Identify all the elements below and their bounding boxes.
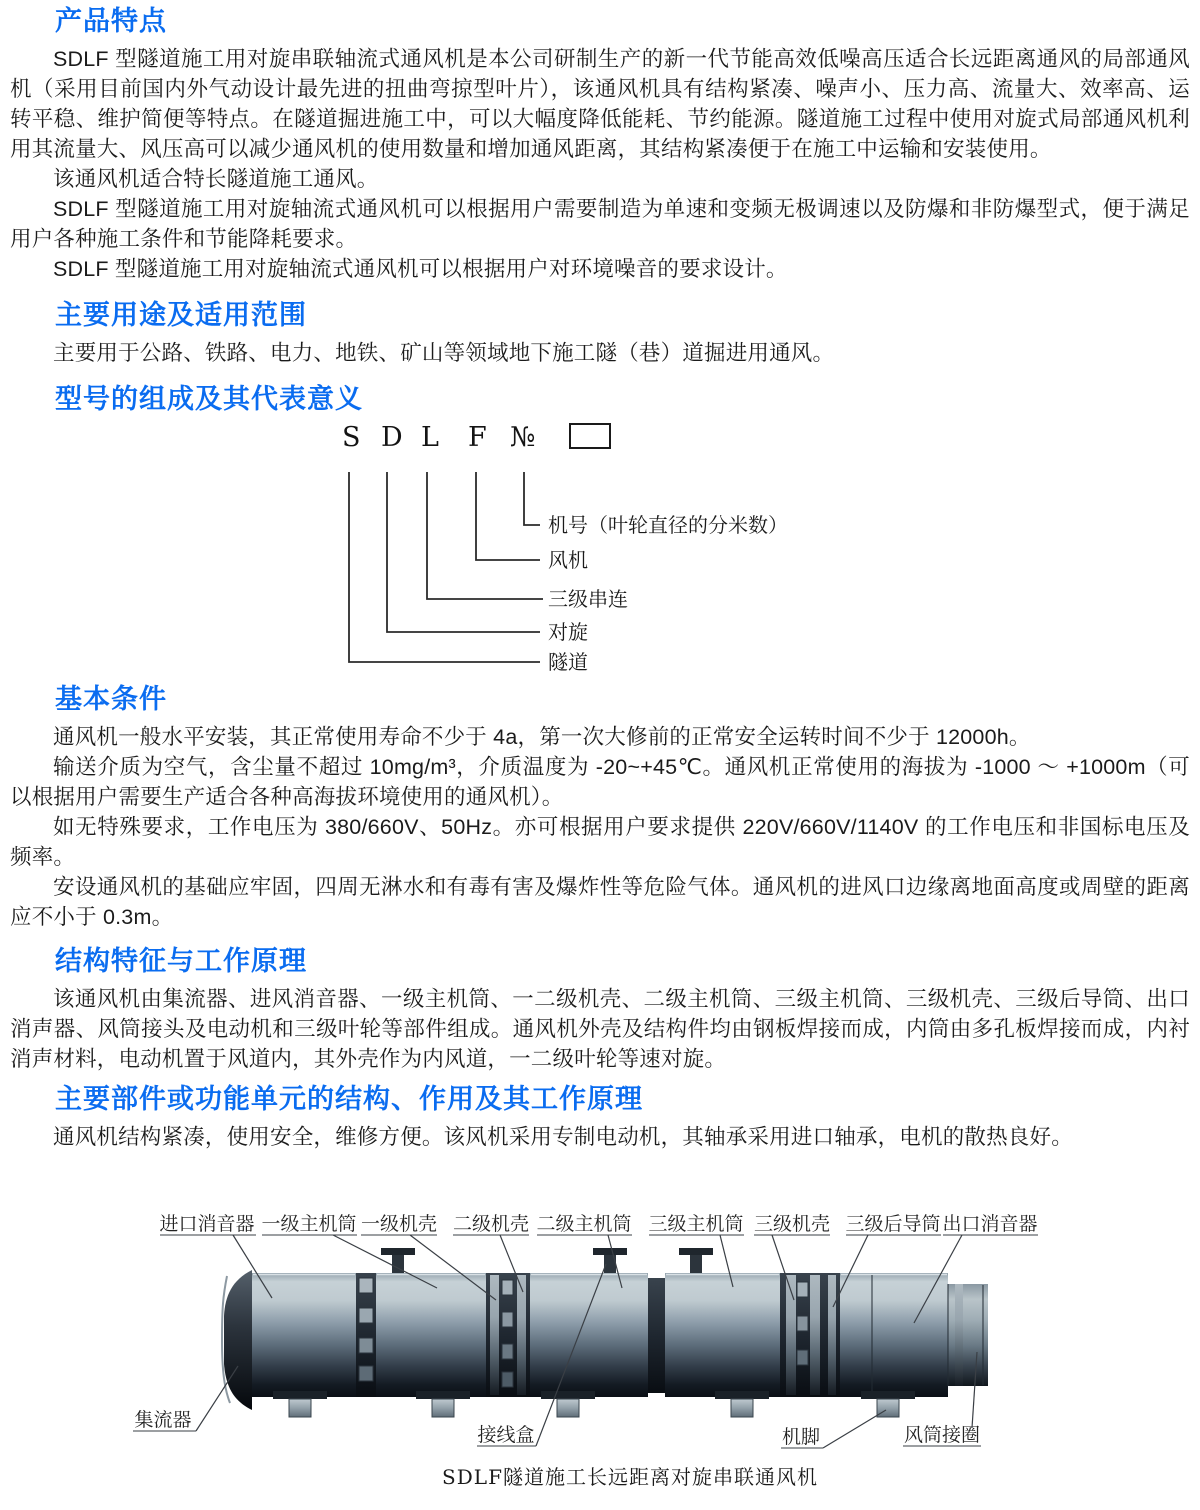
fan-diagram-caption: SDLF隧道施工长远距离对旋串联通风机: [442, 1465, 818, 1489]
branch-line-s: [349, 472, 540, 662]
label-machine-foot: 机脚: [781, 1426, 821, 1448]
fan-body: [222, 1248, 988, 1417]
heading-model-composition: 型号的组成及其代表意义: [55, 384, 363, 414]
label-stage3-rear-guide: 三级后导筒: [845, 1213, 941, 1235]
branch-label-three-stage-series: 三级串连: [548, 587, 628, 611]
label-stage1-casing: 一级机壳: [360, 1213, 438, 1235]
model-number-box: [570, 424, 610, 448]
segment-stage1-barrel: [376, 1273, 486, 1397]
paragraph: 安设通风机的基础应牢固，四周无淋水和有毒有害及爆炸性等危险气体。通风机的进风口边缘离地面高度或周壁的距离应不小于 0.3m。: [10, 875, 1190, 929]
model-composition-diagram: [0, 422, 1200, 672]
heading-structure-principle: 结构特征与工作原理: [55, 946, 307, 976]
model-letter-d: D: [381, 422, 403, 453]
inlet-bell-mouth: [224, 1270, 252, 1410]
label-collector: 集流器: [134, 1409, 192, 1431]
junction-box-stub: [593, 1248, 627, 1273]
junction-box-stub: [679, 1248, 713, 1273]
label-stage3-barrel: 三级主机筒: [648, 1213, 744, 1235]
heading-main-uses: 主要用途及适用范围: [55, 300, 307, 330]
paragraph: 主要用于公路、铁路、电力、地铁、矿山等领域地下施工隧（巷）道掘进用通风。: [53, 341, 835, 365]
mounting-foot: [416, 1391, 470, 1417]
paragraph: SDLF 型隧道施工用对旋轴流式通风机可以根据用户需要制造为单速和变频无极调速以及防爆和非防爆型式，便于满足用户各种施工条件和节能降耗要求。: [10, 197, 1190, 251]
label-duct-connection-ring: 风筒接圈: [903, 1424, 981, 1446]
branch-label-contra-rotating: 对旋: [548, 620, 588, 644]
mounting-foot: [861, 1391, 915, 1417]
segment-stage2-barrel: [530, 1273, 648, 1397]
paragraph: 输送介质为空气，含尘量不超过 10mg/m³，介质温度为 -20~+45℃。通风机正常使用的海拔为 -1000 ～ +1000m（可以根据用户需要生产适合各种高海拔环境使用的通风机）。: [10, 755, 1190, 809]
label-inlet-silencer: 进口消音器: [159, 1213, 255, 1235]
branch-label-tunnel: 隧道: [548, 650, 588, 672]
paragraph: SDLF 型隧道施工用对旋串联轴流式通风机是本公司研制生产的新一代节能高效低噪高压适合长远距离通风的局部通风机（采用目前国内外气动设计最先进的扭曲弯掠型叶片），该通风机具有结构紧凑、噪声小、压力高、流量大、效率高、运转平稳、维护简便等特点。在隧道掘进施工中，可以大幅度降低能耗、节约能源。隧道施工过程中使用对旋式局部通风机利用其流量大、风压高可以减少通风机的使用数量和增加通风距离，其结构紧凑便于在施工中运输和安装使用。: [10, 47, 1190, 161]
flange-joint-c-casing: [780, 1273, 840, 1397]
label-stage2-casing: 二级机壳: [452, 1213, 530, 1235]
paragraph: 如无特殊要求，工作电压为 380/660V、50Hz。亦可根据用户要求提供 220V/660V/1140V 的工作电压和非国标电压及频率。: [10, 815, 1190, 869]
paragraph: 该通风机由集流器、进风消音器、一级主机筒、一二级机壳、二级主机筒、三级主机筒、三级机壳、三级后导筒、出口消声器、风筒接头及电动机和三级叶轮等部件组成。通风机外壳及结构件均由钢板焊接而成，内筒由多孔板焊接而成，内衬消声材料，电动机置于风道内，其外壳作为内风道，一二级叶轮等速对旋。: [10, 987, 1190, 1071]
paragraph: SDLF 型隧道施工用对旋轴流式通风机可以根据用户对环境噪音的要求设计。: [53, 257, 788, 281]
label-outlet-silencer: 出口消音器: [942, 1213, 1038, 1235]
fan-structure-figure: [0, 1200, 1200, 1500]
model-letter-f: F: [468, 422, 487, 453]
flange-joint-a: [356, 1273, 376, 1397]
branch-label-fan: 风机: [548, 548, 588, 572]
model-letter-s: S: [342, 422, 361, 453]
label-stage3-casing: 三级机壳: [753, 1213, 831, 1235]
paragraph: 通风机结构紧凑，使用安全，维修方便。该风机采用专制电动机，其轴承采用进口轴承，电机的散热良好。: [53, 1125, 1073, 1149]
mounting-foot: [715, 1391, 769, 1417]
label-stage1-barrel: 一级主机筒: [261, 1213, 357, 1235]
outlet-duct-ring: [948, 1284, 988, 1386]
branch-line-d: [387, 472, 540, 632]
branch-line-no: [524, 472, 540, 525]
model-composition-figure: [0, 422, 1200, 672]
model-letter-l: L: [421, 422, 439, 453]
branch-label-machine-number: 机号（叶轮直径的分米数）: [548, 513, 788, 537]
junction-box-stub: [381, 1248, 415, 1273]
fan-structure-diagram: [0, 1200, 1200, 1500]
paragraph: 通风机一般水平安装，其正常使用寿命不少于 4a，第一次大修前的正常安全运转时间不少于 12000h。: [53, 725, 1031, 749]
heading-basic-conditions: 基本条件: [55, 684, 167, 714]
branch-line-l: [427, 472, 543, 599]
neck-joint: [648, 1278, 665, 1393]
branch-line-f: [476, 472, 540, 560]
model-letter-no: №: [510, 422, 536, 453]
heading-product-features: 产品特点: [55, 6, 167, 36]
heading-main-components: 主要部件或功能单元的结构、作用及其工作原理: [55, 1084, 643, 1114]
label-stage2-barrel: 二级主机筒: [536, 1213, 632, 1235]
mounting-foot: [273, 1391, 327, 1417]
label-junction-box: 接线盒: [477, 1424, 535, 1446]
product-document: [0, 4, 1200, 1500]
paragraph: 该通风机适合特长隧道施工通风。: [53, 167, 379, 191]
segment-stage3-barrel: [665, 1273, 780, 1397]
